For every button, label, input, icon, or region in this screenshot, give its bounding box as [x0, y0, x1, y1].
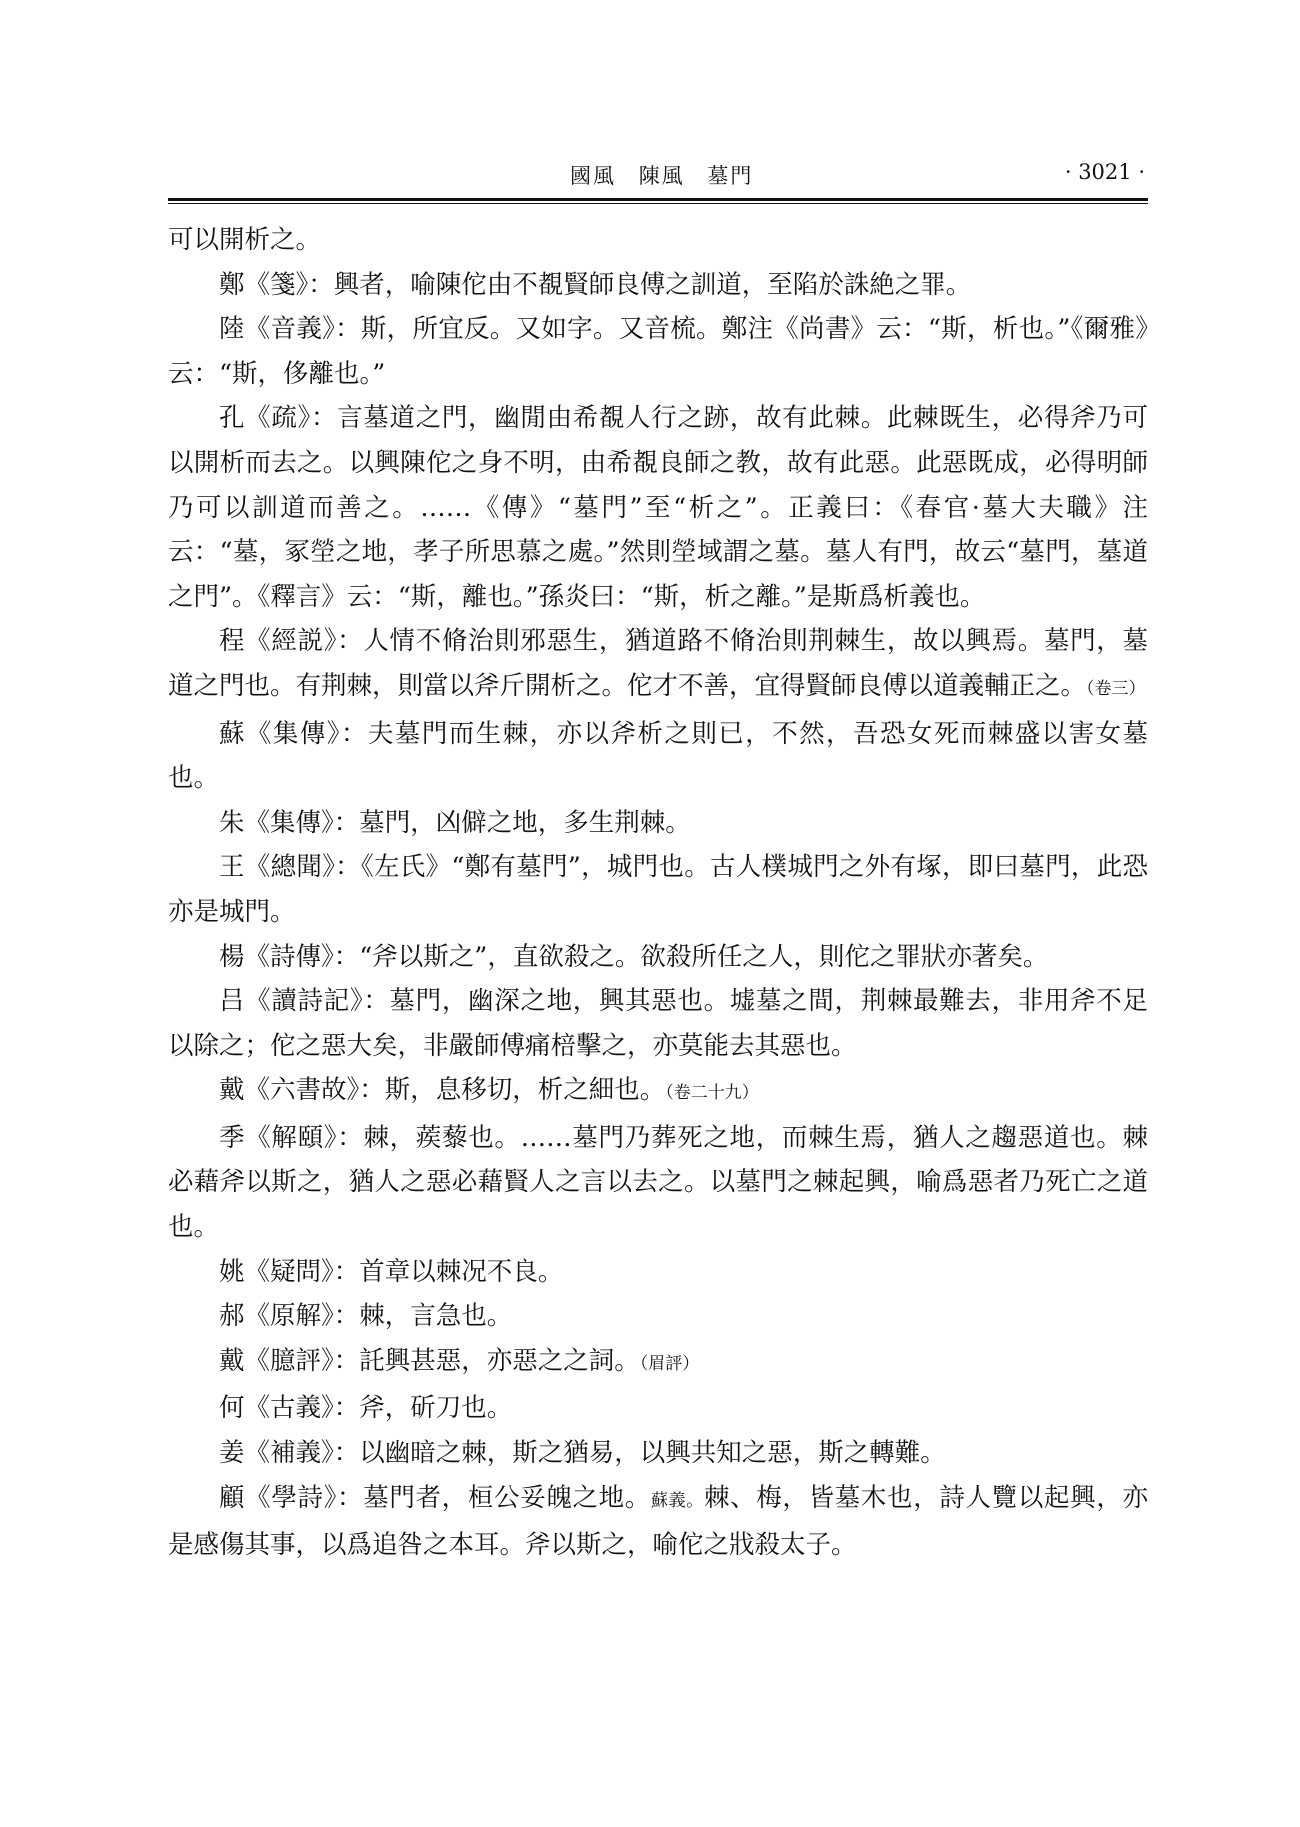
paragraph [168, 1476, 1148, 1568]
title-part-2: 陳風 [638, 164, 685, 188]
paragraph-text: 何《古義》：斧，斫刀也。 [219, 1393, 513, 1424]
paragraph-text: 程《經説》：人情不脩治則邪惡生，猶道路不脩治則荆棘生，故以興焉。墓門，墓道之門也。有荆棘，則當以斧斤開析之。佗才不善，宜得賢師良傅以道義輔正之。 [168, 626, 1148, 701]
paragraph [168, 935, 1148, 980]
paragraph-text: 可以開析之。 [168, 225, 322, 255]
title-part-3: 墓門 [707, 164, 754, 188]
paragraph [168, 845, 1148, 934]
paragraph [168, 979, 1148, 1068]
volume-note: （卷三） [1086, 678, 1146, 699]
volume-note: （卷二十九） [665, 1083, 759, 1104]
paragraph-text: 陸《音義》：斯，所宜反。又如字。又音梳。鄭注《尚書》云：“斯，析也。”《爾雅》云：“斯，侈離也。” [168, 314, 1148, 389]
paragraph [168, 1294, 1148, 1339]
paragraph-text: 孔《疏》：言墓道之門，幽閒由希覩人行之跡，故有此棘。此棘既生，必得斧乃可以開析而去之。以興陳佗之身不明，由希覩良師之教，故有此惡。此惡既成，必得明師乃可以訓道而善之。……《傳》“墓門”至“析之”。正義曰：《春官·墓大夫職》注云：“墓，冢塋之地，孝子所思慕之處。”然則塋域謂之墓。墓人有門，故云“墓門，墓道之門”。《釋言》云：“斯，離也。”孫炎曰：“斯，析之離。”是斯爲析義也。 [168, 403, 1148, 612]
paragraph-text: 戴《六書故》：斯，息移切，析之細也。 [219, 1075, 666, 1106]
paragraph-text: 蘇《集傳》：夫墓門而生棘，亦以斧析之則已，不然，吾恐女死而棘盛以害女墓也。 [168, 718, 1148, 794]
paragraph-text: 戴《臆評》：託興甚惡，亦惡之之詞。 [219, 1345, 640, 1376]
paragraph-text: 姜《補義》：以幽暗之棘，斯之猶易，以興共知之惡，斯之轉難。 [219, 1438, 946, 1469]
header-rule-thick [168, 198, 1148, 201]
running-header [165, 160, 1145, 200]
paragraph [168, 1068, 1148, 1116]
paragraph [168, 1431, 1148, 1476]
paragraph-text: 鄭《箋》：興者，喻陳佗由不覩賢師良傅之訓道，至陷於誅絶之罪。 [219, 269, 972, 300]
paragraph [168, 619, 1148, 711]
body-text [168, 218, 1148, 1568]
paragraph-text: 朱《集傳》：墓門，凶僻之地，多生荆棘。 [219, 807, 691, 838]
paragraph [168, 263, 1148, 308]
header-rule-thin [168, 203, 1148, 204]
paragraph [168, 801, 1148, 846]
inline-note: 蘇義。 [650, 1490, 704, 1511]
paragraph-text: 顧《學詩》：墓門者，桓公妥魄之地。 [219, 1482, 651, 1513]
paragraph [168, 396, 1148, 619]
volume-note: （眉評） [639, 1353, 700, 1374]
paragraph-text: 棘、梅，皆墓木也，詩人覽以起興，亦是感傷其事，以爲追咎之本耳。斧以斯之，喻佗之戕殺太子。 [168, 1482, 1148, 1561]
paragraph [168, 307, 1148, 396]
paragraph-text: 王《總聞》：《左氏》“鄭有墓門”，城門也。古人樸城門之外有塚，即曰墓門，此恐亦是城門。 [168, 852, 1148, 927]
paragraph [168, 1250, 1148, 1295]
paragraph-text: 楊《詩傳》：“斧以斯之”，直欲殺之。欲殺所任之人，則佗之罪狀亦著矣。 [219, 941, 1049, 972]
paragraph [168, 712, 1148, 801]
paragraph [168, 1339, 1148, 1387]
paragraph [168, 1116, 1148, 1250]
paragraph [168, 218, 1148, 263]
paragraph [168, 1386, 1148, 1431]
title-part-1: 國風 [570, 164, 616, 188]
paragraph-text: 吕《讀詩記》：墓門，幽深之地，興其惡也。墟墓之間，荆棘最難去，非用斧不足以除之；佗之惡大矣，非嚴師傅痛棓擊之，亦莫能去其惡也。 [168, 986, 1148, 1061]
paragraph-text: 郝《原解》：棘，言急也。 [219, 1301, 513, 1332]
paragraph-text: 姚《疑問》：首章以棘况不良。 [219, 1256, 564, 1287]
running-title [570, 160, 767, 190]
paragraph-text: 季《解頤》：棘，蒺藜也。……墓門乃葬死之地，而棘生焉，猶人之趨惡道也。棘必藉斧以斯之，猶人之惡必藉賢人之言以去之。以墓門之棘起興，喻爲惡者乃死亡之道也。 [168, 1122, 1148, 1243]
page-number: · 3021 · [1064, 160, 1145, 184]
